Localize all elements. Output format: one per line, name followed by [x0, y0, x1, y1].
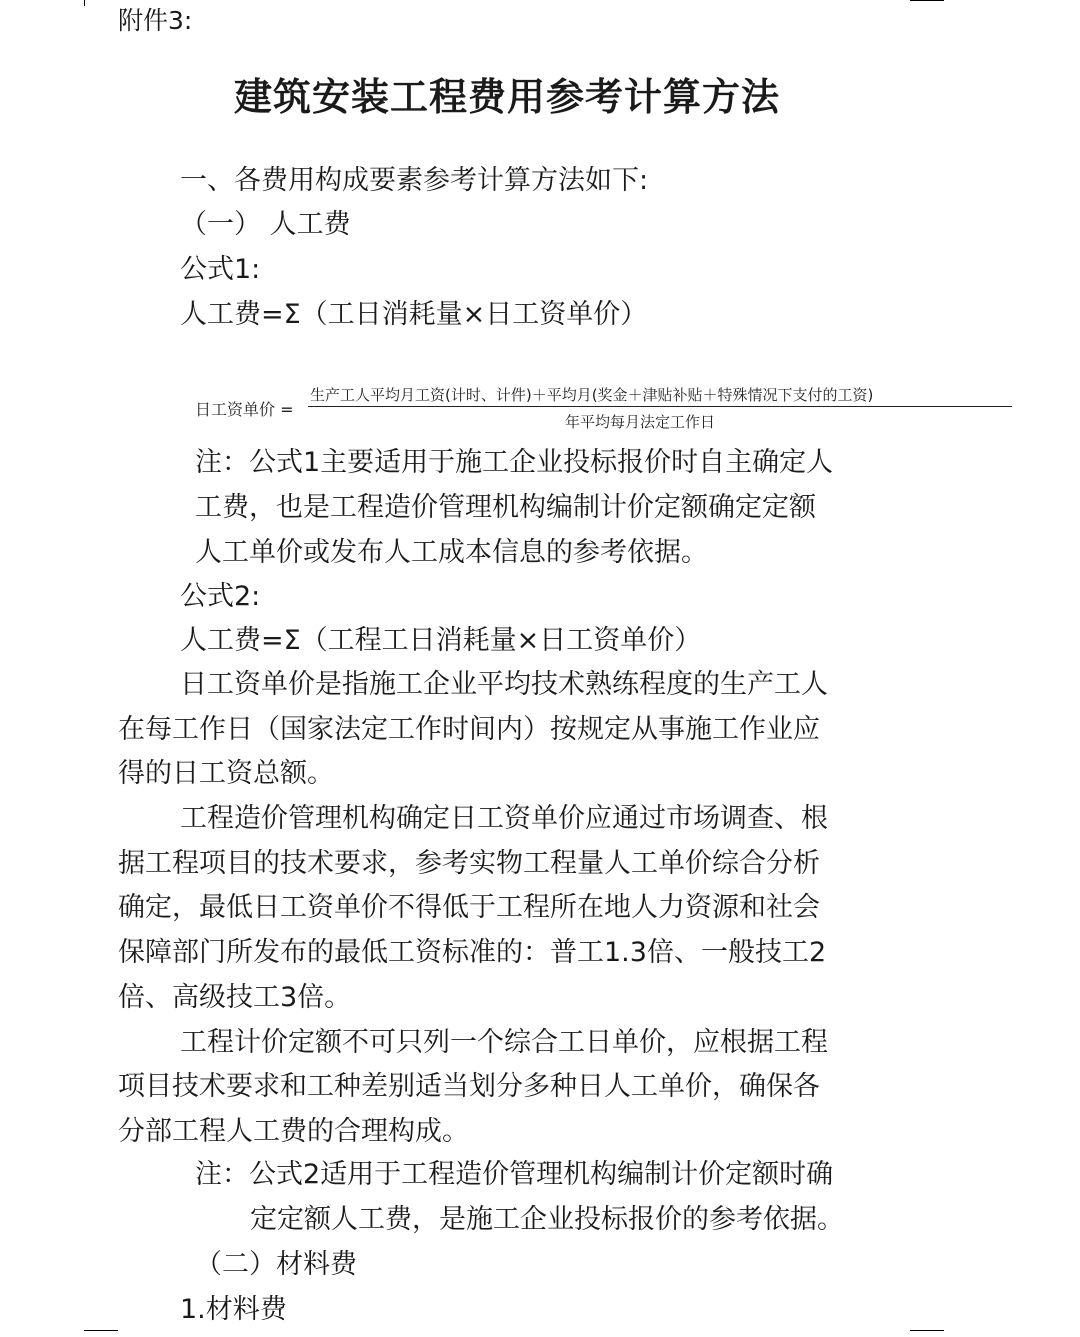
- labor-cost-heading: （一） 人工费: [180, 209, 351, 240]
- note2-line: 注：公式2适用于工程造价管理机构编制计价定额时确: [195, 1159, 834, 1190]
- attachment-label: 附件3:: [118, 6, 193, 35]
- paragraph-line: 日工资单价是指施工企业平均技术熟练程度的生产工人: [180, 669, 828, 700]
- paragraph-line: 保障部门所发布的最低工资标准的：普工1.3倍、一般技工2: [118, 937, 827, 968]
- crop-mark-bottom-left: [84, 1330, 118, 1331]
- paragraph-line: 分部工程人工费的合理构成。: [118, 1116, 469, 1147]
- paragraph-line: 倍、高级技工3倍。: [118, 982, 352, 1013]
- paragraph-line: 据工程项目的技术要求，参考实物工程量人工单价综合分析: [118, 848, 820, 879]
- note2-line: 定定额人工费，是施工企业投标报价的参考依据。: [250, 1204, 844, 1235]
- paragraph-line: 工程造价管理机构确定日工资单价应通过市场调查、根: [180, 803, 828, 834]
- paragraph-line: 项目技术要求和工种差别适当划分多种日人工单价，确保各: [118, 1071, 820, 1102]
- crop-mark-top-right-h: [910, 0, 944, 1]
- daily-wage-formula-denominator: 年平均每月法定工作日: [565, 413, 716, 431]
- document-title: 建筑安装工程费用参考计算方法: [234, 75, 781, 119]
- crop-mark-top-left: [84, 0, 85, 6]
- formula2: 人工费=Σ（工程工日消耗量×日工资单价）: [180, 625, 702, 656]
- formula1-label: 公式1:: [180, 254, 261, 285]
- material-cost-heading: （二）材料费: [195, 1249, 357, 1280]
- section1-heading: 一、各费用构成要素参考计算方法如下:: [180, 165, 649, 196]
- paragraph-line: 确定，最低日工资单价不得低于工程所在地人力资源和社会: [118, 892, 820, 923]
- fraction-bar: [308, 406, 1012, 407]
- note1-line: 注：公式1主要适用于施工企业投标报价时自主确定人: [195, 447, 834, 478]
- daily-wage-formula-lhs: 日工资单价 =: [195, 400, 294, 419]
- paragraph-line: 在每工作日（国家法定工作时间内）按规定从事施工作业应: [118, 714, 820, 745]
- paragraph-line: 得的日工资总额。: [118, 758, 334, 789]
- material-cost-subheading: 1.材料费: [180, 1294, 287, 1325]
- note1-line: 人工单价或发布人工成本信息的参考依据。: [195, 537, 708, 568]
- paragraph-line: 工程计价定额不可只列一个综合工日单价，应根据工程: [180, 1027, 828, 1058]
- note1-line: 工费，也是工程造价管理机构编制计价定额确定定额: [195, 492, 816, 523]
- formula1: 人工费=Σ（工日消耗量×日工资单价）: [180, 299, 648, 330]
- daily-wage-formula-numerator: 生产工人平均月工资(计时、计件)＋平均月(奖金＋津贴补贴＋特殊情况下支付的工资): [310, 386, 874, 404]
- formula2-label: 公式2:: [180, 581, 261, 612]
- crop-mark-bottom-right: [910, 1330, 944, 1331]
